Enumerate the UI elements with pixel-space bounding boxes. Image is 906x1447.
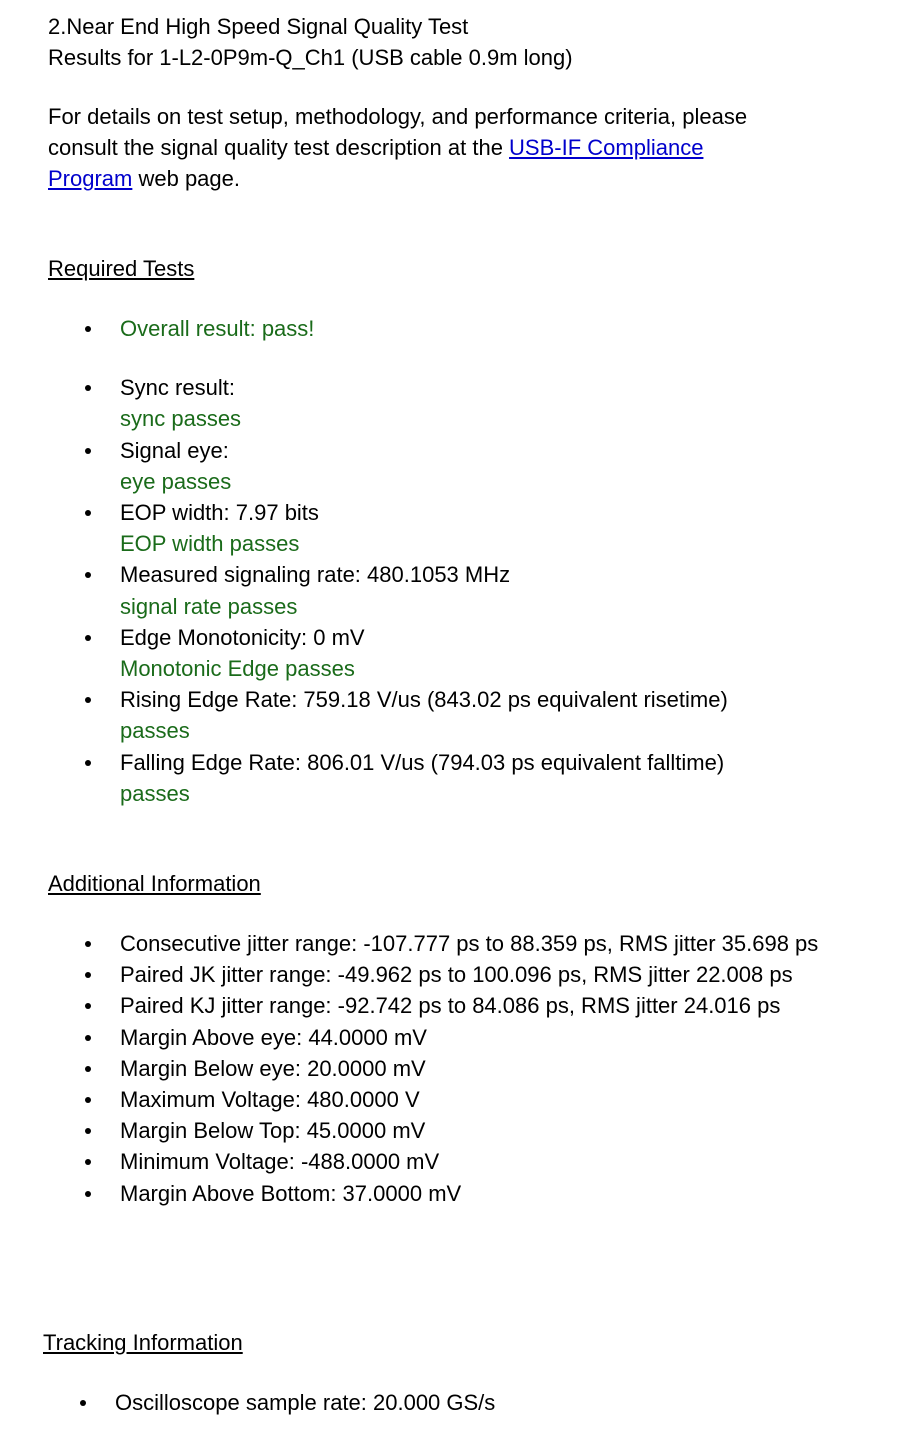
required-test-item — [48, 684, 728, 746]
info-text: Maximum Voltage: 480.0000 V — [120, 1087, 420, 1113]
test-label: Edge Monotonicity: 0 mV — [120, 624, 365, 650]
additional-information-list — [48, 928, 818, 1209]
bullet-icon — [85, 572, 91, 578]
info-text: Paired JK jitter range: -49.962 ps to 100.096 ps, RMS jitter 22.008 ps — [120, 962, 793, 988]
bullet-icon — [85, 697, 91, 703]
info-item — [48, 928, 818, 959]
test-status: passes — [120, 718, 190, 744]
info-item — [48, 1146, 818, 1177]
info-text: Margin Above eye: 44.0000 mV — [120, 1024, 427, 1050]
test-status: sync passes — [120, 406, 242, 432]
bullet-icon — [85, 972, 91, 978]
required-test-item — [48, 747, 728, 809]
tracking-information-heading: Tracking Information — [43, 1330, 243, 1355]
page-subtitle: Results for 1-L2-0P9m-Q_Ch1 (USB cable 0.9m long) — [48, 45, 573, 70]
bullet-icon — [85, 1128, 91, 1134]
info-text: Margin Below eye: 20.0000 mV — [120, 1055, 426, 1081]
bullet-icon — [85, 448, 91, 454]
intro-text-before-link: consult the signal quality test description at the — [48, 135, 510, 160]
info-item — [48, 1084, 818, 1115]
intro-text-line-3 — [48, 163, 240, 194]
tracking-item — [43, 1387, 495, 1418]
info-item — [48, 959, 818, 990]
usb-if-program-link[interactable]: Program — [48, 166, 133, 191]
test-status: EOP width passes — [120, 531, 300, 557]
test-label: Sync result: — [120, 375, 235, 401]
intro-text-after-link: web page. — [132, 166, 240, 191]
intro-text-line-2 — [48, 132, 703, 163]
required-test-item — [48, 372, 728, 434]
tracking-information-list — [43, 1387, 495, 1418]
bullet-icon — [85, 941, 91, 947]
required-test-item — [48, 622, 728, 684]
bullet-icon — [85, 1097, 91, 1103]
page-title: 2.Near End High Speed Signal Quality Test — [48, 14, 469, 39]
test-status: eye passes — [120, 468, 232, 494]
info-item — [48, 990, 818, 1021]
bullet-icon — [85, 760, 91, 766]
bullet-icon — [85, 510, 91, 516]
required-tests-heading: Required Tests — [48, 256, 195, 281]
tracking-text: Oscilloscope sample rate: 20.000 GS/s — [115, 1390, 496, 1415]
info-text: Margin Below Top: 45.0000 mV — [120, 1118, 426, 1144]
required-test-item — [48, 497, 728, 559]
info-item — [48, 1053, 818, 1084]
required-tests-list — [48, 313, 728, 809]
overall-result-item — [48, 313, 728, 344]
info-text: Paired KJ jitter range: -92.742 ps to 84.086 ps, RMS jitter 24.016 ps — [120, 993, 781, 1019]
test-label: EOP width: 7.97 bits — [120, 500, 319, 526]
bullet-icon — [85, 1035, 91, 1041]
bullet-icon — [85, 326, 91, 332]
intro-text-line-1 — [48, 101, 747, 132]
intro-text: For details on test setup, methodology, and performance criteria, please — [48, 104, 748, 129]
bullet-icon — [85, 385, 91, 391]
test-label: Measured signaling rate: 480.1053 MHz — [120, 562, 511, 588]
usb-if-compliance-link[interactable]: USB-IF Compliance — [509, 135, 704, 160]
test-label: Falling Edge Rate: 806.01 V/us (794.03 ps equivalent falltime) — [120, 749, 725, 775]
additional-information-heading: Additional Information — [48, 871, 261, 896]
info-item — [48, 1022, 818, 1053]
required-test-item — [48, 435, 728, 497]
info-text: Consecutive jitter range: -107.777 ps to 88.359 ps, RMS jitter 35.698 ps — [120, 931, 819, 956]
info-text: Margin Above Bottom: 37.0000 mV — [120, 1180, 462, 1206]
info-item — [48, 1178, 818, 1209]
list-spacer — [48, 344, 728, 372]
test-label: Signal eye: — [120, 437, 229, 463]
bullet-icon — [85, 635, 91, 641]
test-status: signal rate passes — [120, 593, 298, 619]
bullet-icon — [85, 1066, 91, 1072]
test-status: Monotonic Edge passes — [120, 656, 355, 682]
info-item — [48, 1115, 818, 1146]
bullet-icon — [85, 1191, 91, 1197]
required-test-item — [48, 559, 728, 621]
info-text: Minimum Voltage: -488.0000 mV — [120, 1149, 440, 1175]
bullet-icon — [85, 1159, 91, 1165]
test-label: Rising Edge Rate: 759.18 V/us (843.02 ps equivalent risetime) — [120, 687, 728, 713]
overall-result: Overall result: pass! — [120, 316, 315, 341]
bullet-icon — [80, 1400, 86, 1406]
test-status: passes — [120, 780, 190, 806]
bullet-icon — [85, 1003, 91, 1009]
